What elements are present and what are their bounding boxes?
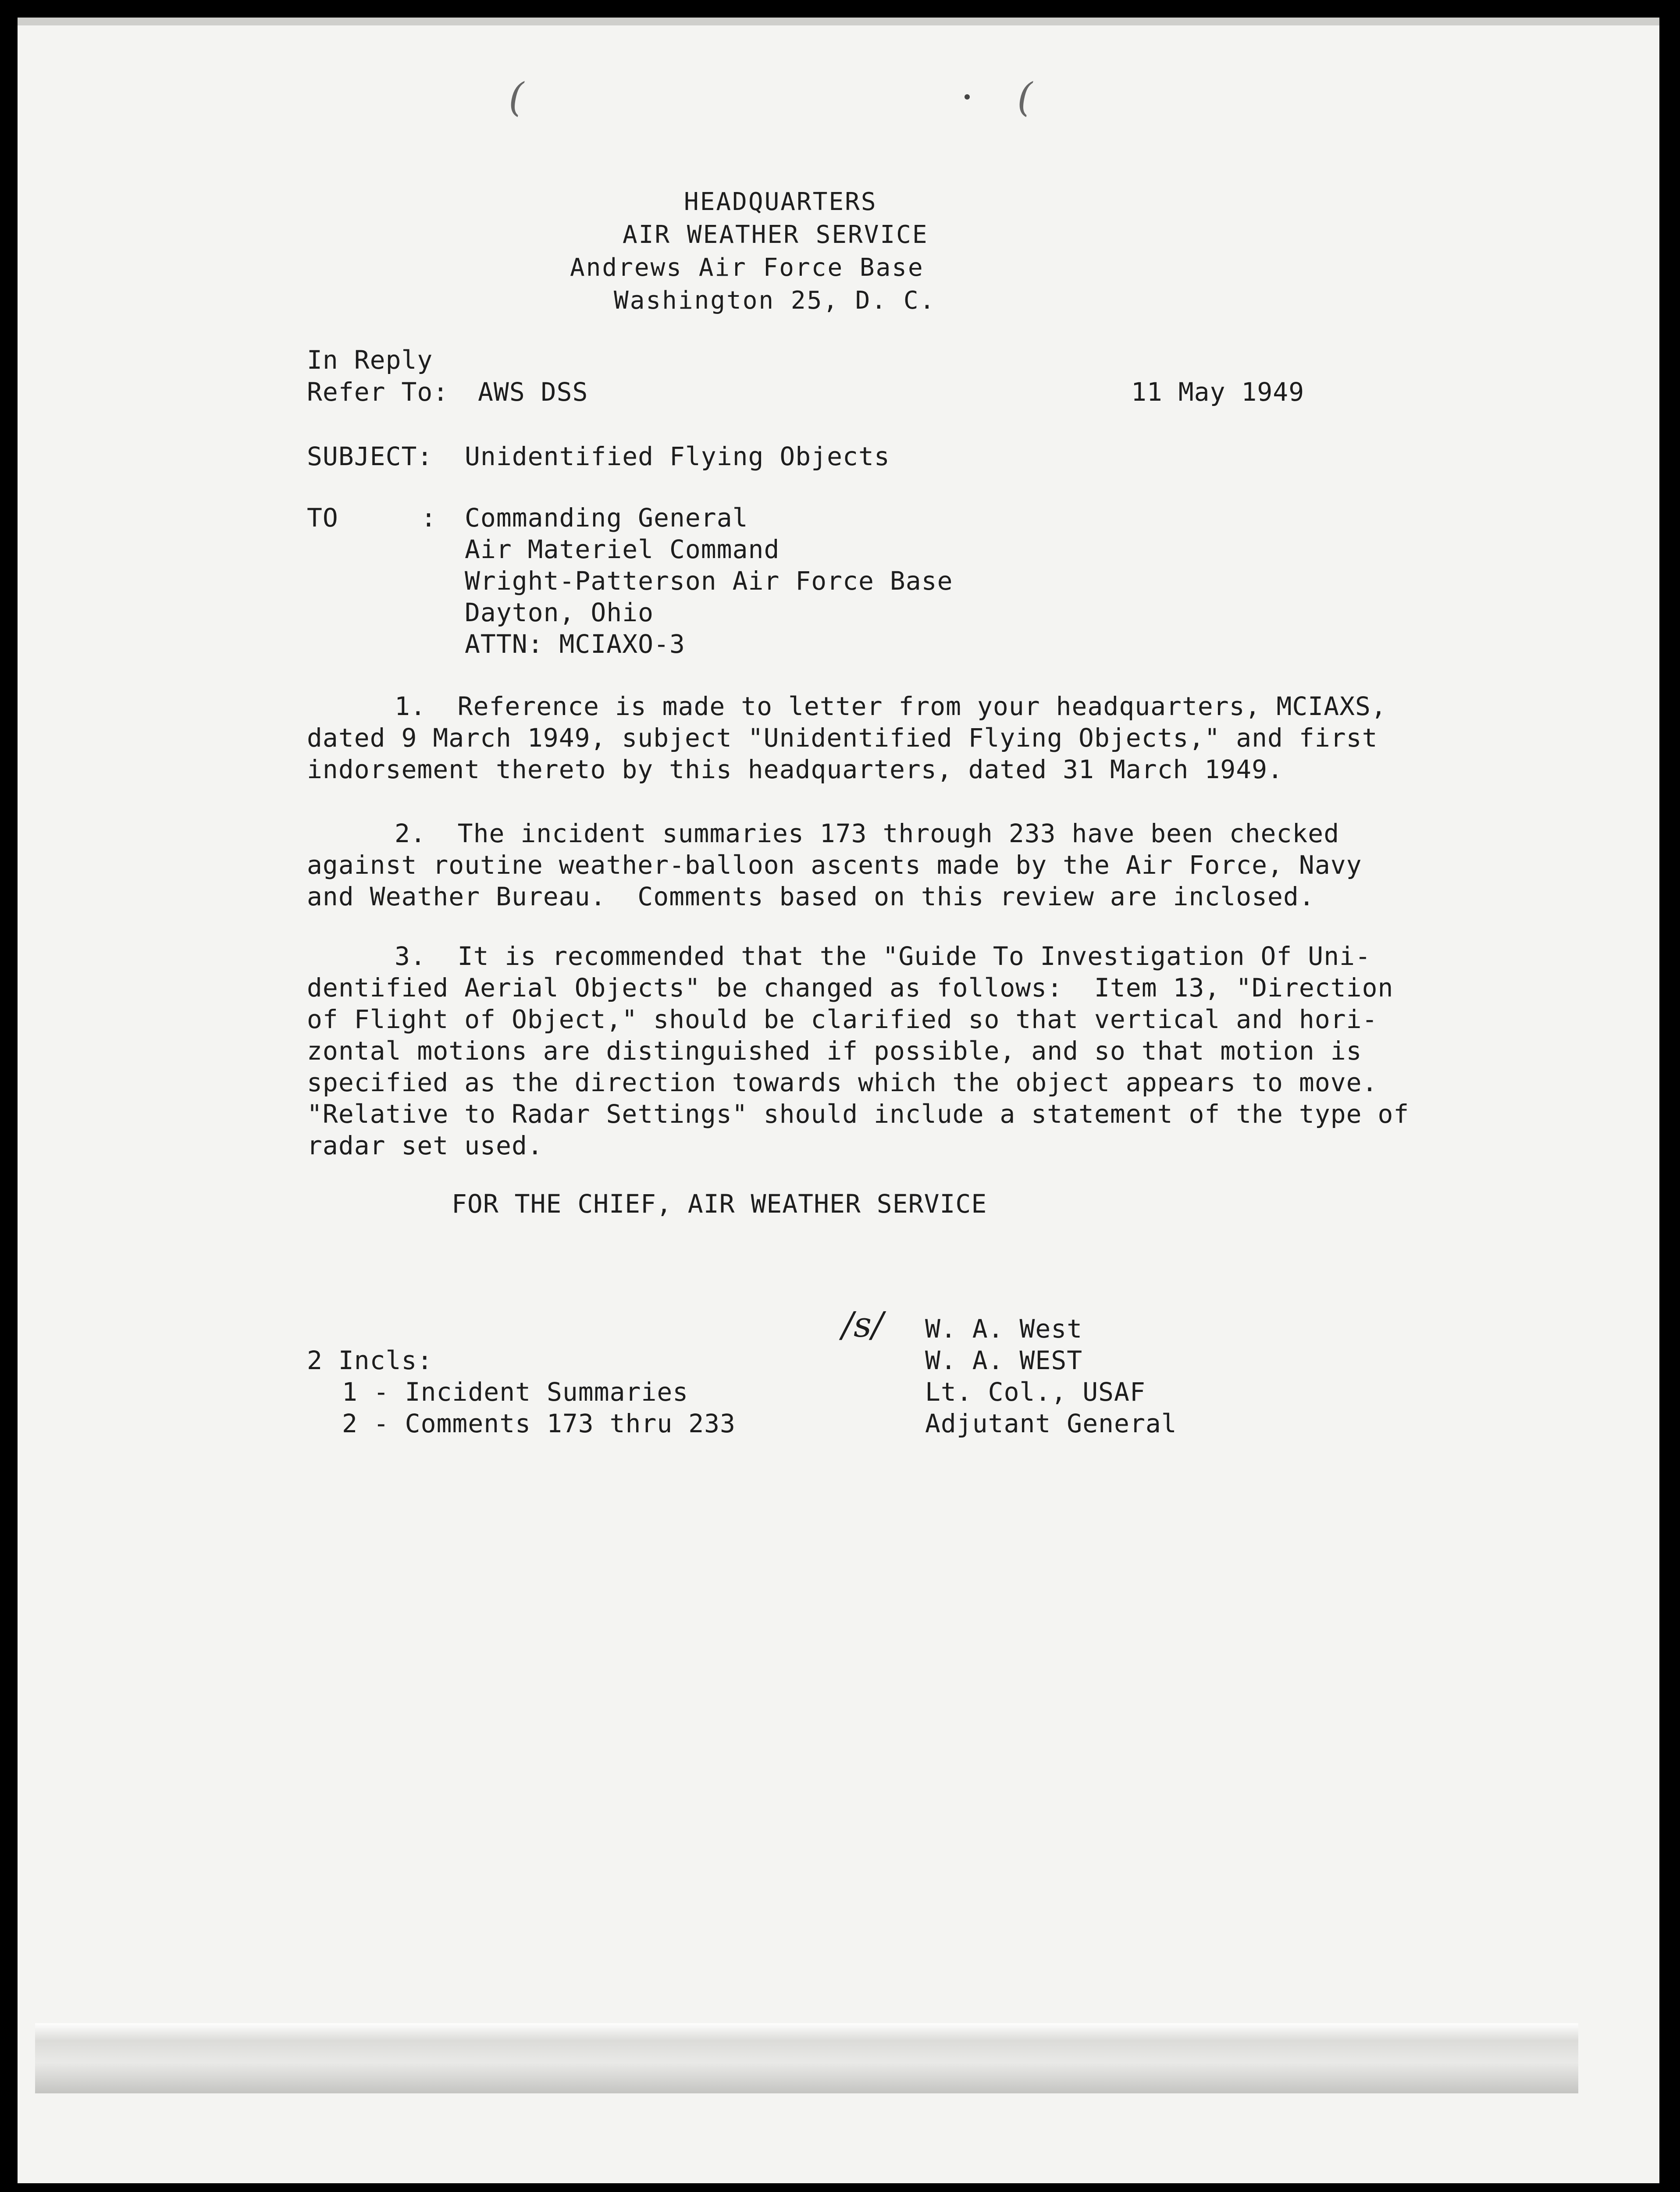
to-line-2: Air Materiel Command	[465, 534, 780, 564]
subject-value: Unidentified Flying Objects	[465, 441, 890, 471]
paragraph-2-line-1: 2. The incident summaries 173 through 233 have been checked	[395, 818, 1340, 848]
to-line-3: Wright-Patterson Air Force Base	[465, 566, 953, 596]
paragraph-3-line-3: of Flight of Object," should be clarified so that vertical and hori-	[307, 1004, 1378, 1034]
paragraph-3-line-1: 3. It is recommended that the "Guide To Investigation Of Uni-	[395, 941, 1371, 971]
to-line-5: ATTN: MCIAXO-3	[465, 629, 685, 659]
paragraph-2-line-3: and Weather Bureau. Comments based on this review are inclosed.	[307, 882, 1315, 911]
refer-to-label: Refer To:	[307, 377, 449, 407]
to-label: TO	[307, 503, 338, 533]
letterhead-line-4: Washington 25, D. C.	[614, 286, 936, 315]
paragraph-3-line-5: specified as the direction towards which the object appears to move.	[307, 1068, 1378, 1097]
signature-typed-name: W. A. WEST	[925, 1345, 1083, 1375]
signature-signed-name: W. A. West	[925, 1314, 1083, 1344]
letterhead-line-1: HEADQUARTERS	[684, 188, 877, 216]
paragraph-3-line-7: radar set used.	[307, 1131, 543, 1160]
paragraph-2-line-2: against routine weather-balloon ascents made by the Air Force, Navy	[307, 850, 1362, 880]
document-page	[18, 18, 1659, 2183]
paragraph-1-line-1: 1. Reference is made to letter from your headquarters, MCIAXS,	[395, 691, 1387, 721]
letterhead-line-2: AIR WEATHER SERVICE	[623, 221, 929, 249]
signature-mark: /s/	[842, 1304, 883, 1345]
refer-to-value: AWS DSS	[478, 377, 588, 407]
paragraph-1-line-2: dated 9 March 1949, subject "Unidentified Flying Objects," and first	[307, 723, 1378, 753]
inclosure-item-1: 1 - Incident Summaries	[342, 1377, 689, 1407]
closing-line: FOR THE CHIEF, AIR WEATHER SERVICE	[452, 1189, 987, 1219]
punch-mark-right: (	[1017, 75, 1033, 121]
paragraph-3-line-4: zontal motions are distinguished if possible, and so that motion is	[307, 1036, 1362, 1066]
to-line-1: Commanding General	[465, 503, 748, 533]
inclosure-item-2: 2 - Comments 173 thru 233	[342, 1409, 736, 1438]
in-reply: In Reply	[307, 345, 433, 375]
punch-dot	[965, 94, 970, 100]
paragraph-3-line-2: dentified Aerial Objects" be changed as follows: Item 13, "Direction	[307, 973, 1394, 1003]
subject-label: SUBJECT:	[307, 441, 433, 471]
to-line-4: Dayton, Ohio	[465, 598, 654, 627]
paragraph-3-line-6: "Relative to Radar Settings" should include a statement of the type of	[307, 1099, 1409, 1129]
signature-title: Adjutant General	[925, 1409, 1177, 1438]
to-colon: :	[421, 503, 437, 533]
scan-bottom-strip	[35, 2023, 1578, 2093]
letter-date: 11 May 1949	[1131, 377, 1305, 407]
scan-top-edge	[18, 18, 1659, 25]
paragraph-1-line-3: indorsement thereto by this headquarters, dated 31 March 1949.	[307, 754, 1283, 784]
inclosures-heading: 2 Incls:	[307, 1345, 433, 1375]
signature-rank: Lt. Col., USAF	[925, 1377, 1146, 1407]
letterhead-line-3: Andrews Air Force Base	[570, 253, 924, 282]
punch-mark-left: (	[509, 75, 524, 121]
